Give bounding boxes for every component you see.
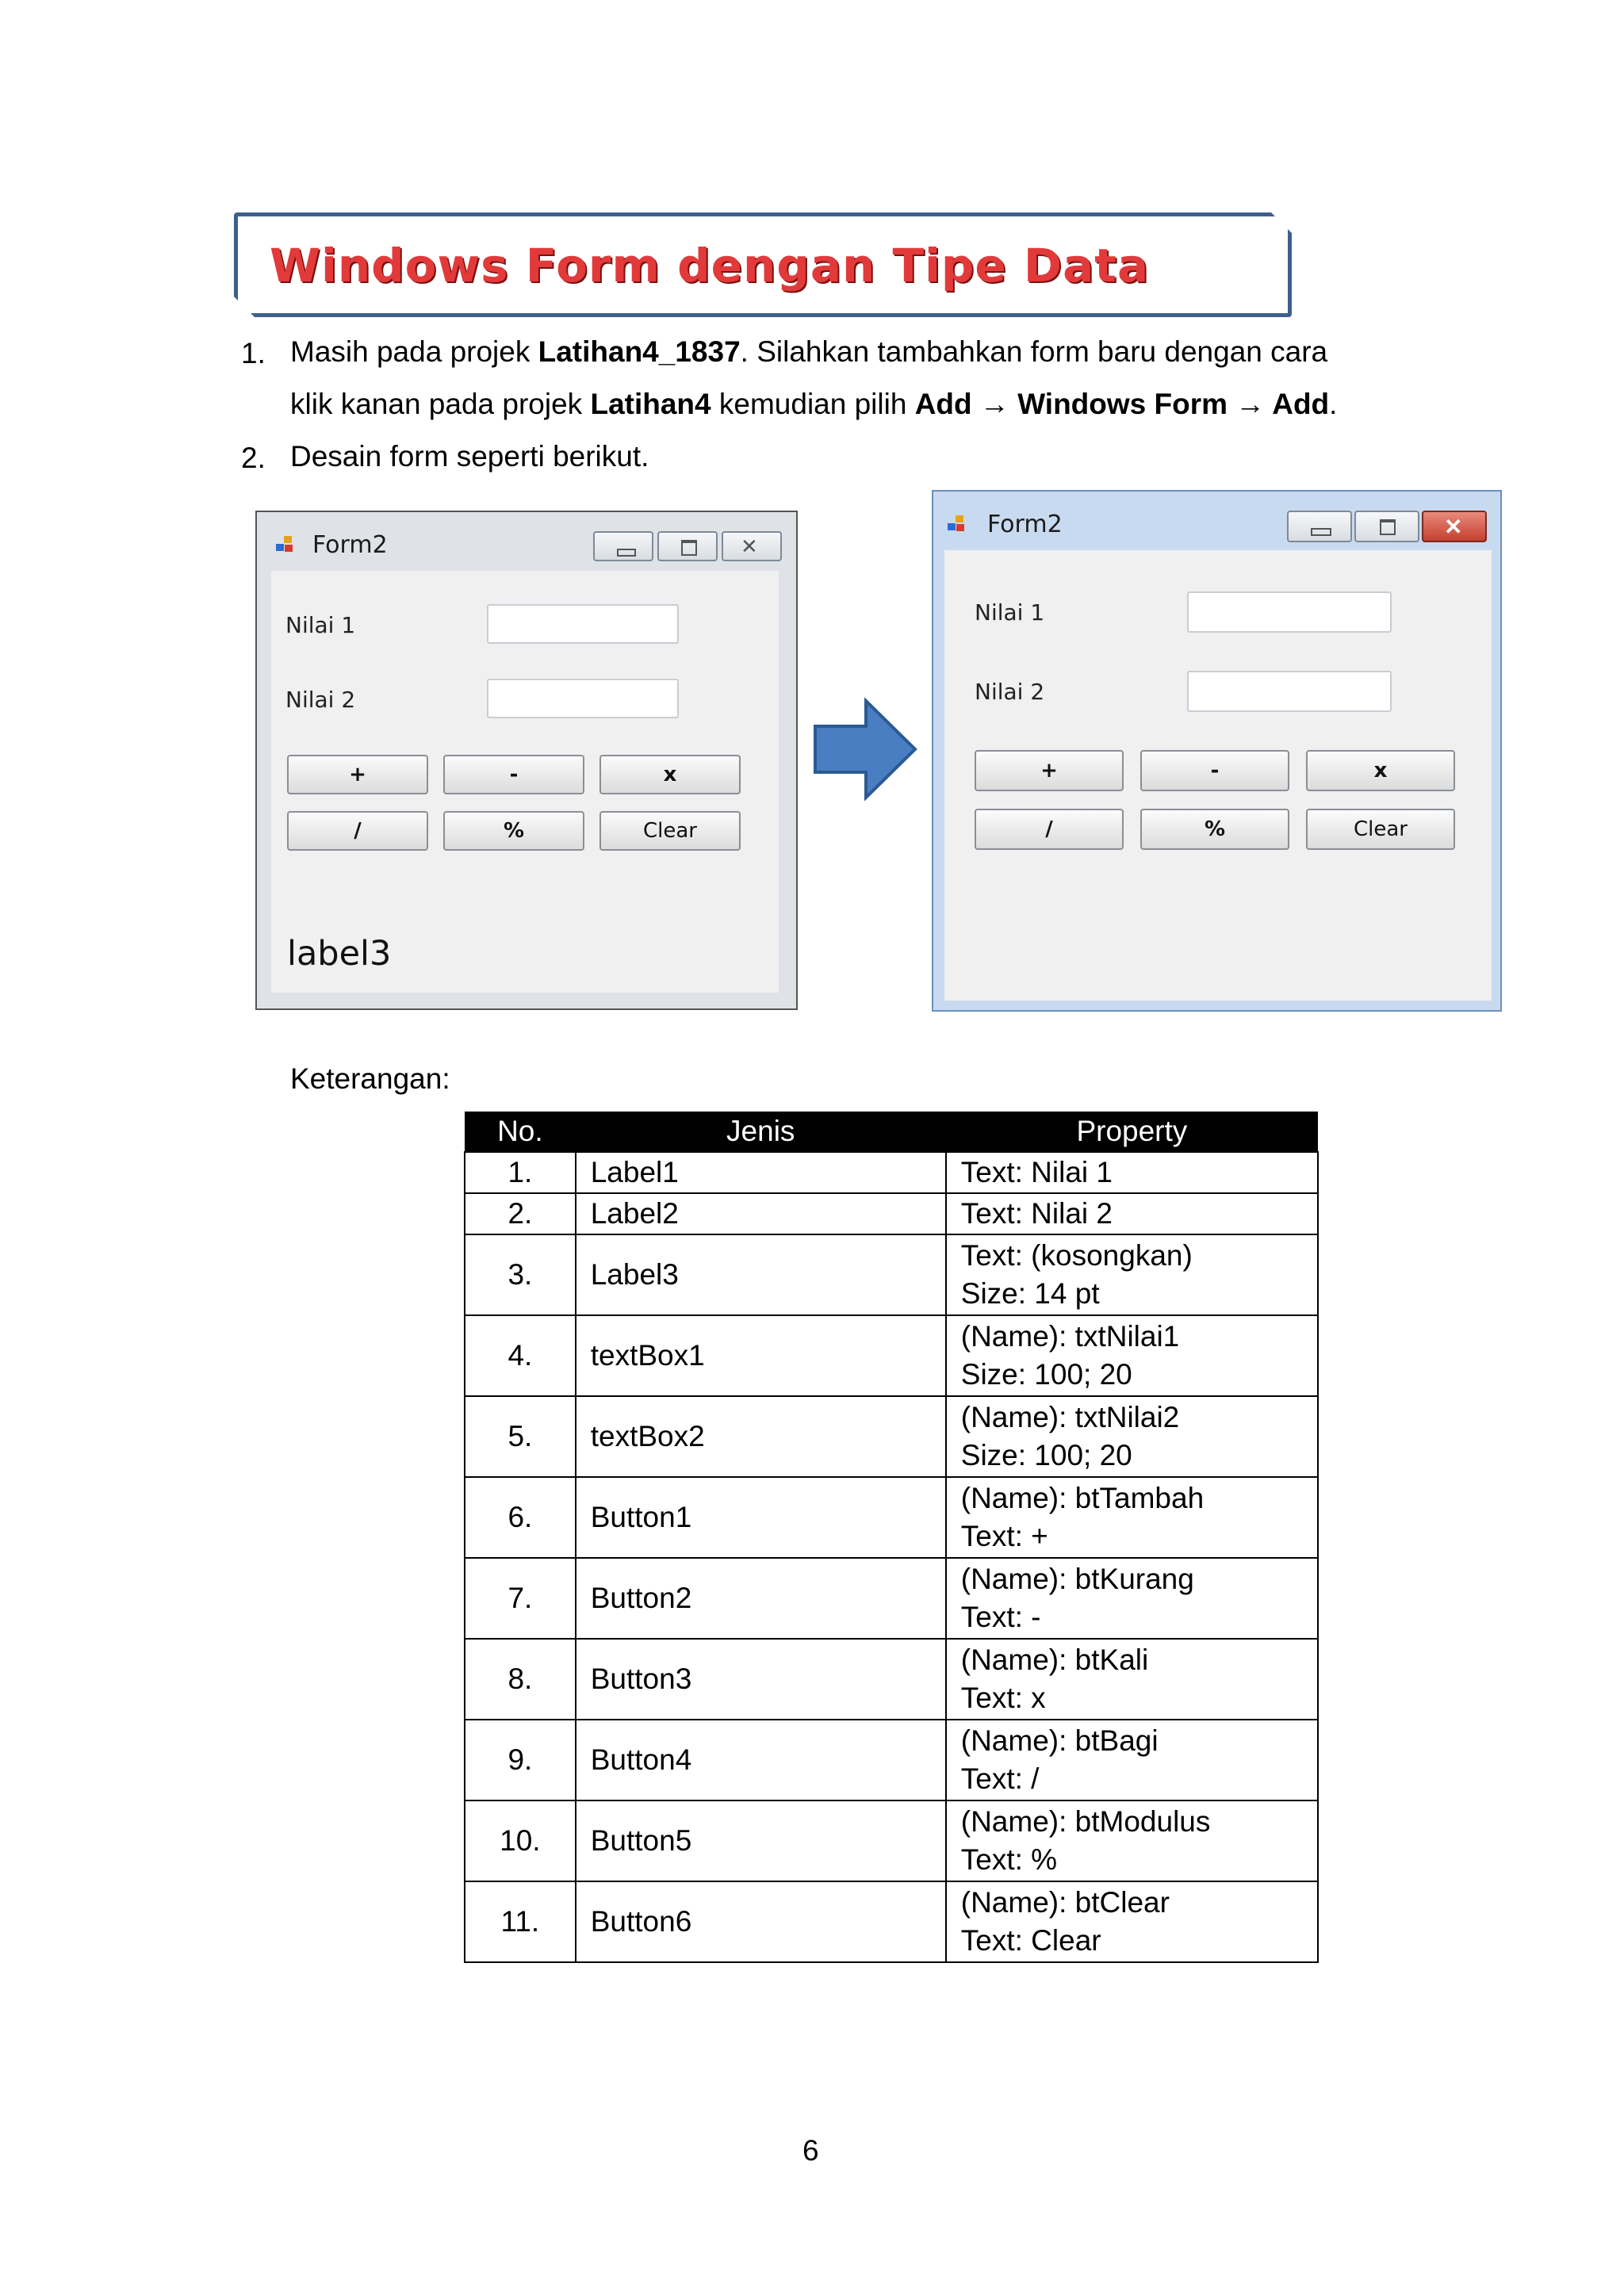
property-line: Text: Nilai 2 bbox=[960, 1197, 1113, 1230]
row-no: 5. bbox=[465, 1396, 576, 1477]
page-number: 6 bbox=[802, 2134, 819, 2167]
row-jenis: textBox2 bbox=[576, 1396, 946, 1477]
table-row bbox=[465, 1477, 1318, 1558]
button-modulus[interactable]: % bbox=[443, 811, 584, 851]
row-no: 3. bbox=[465, 1234, 576, 1315]
row-jenis: Button4 bbox=[576, 1720, 946, 1800]
row-property bbox=[946, 1800, 1318, 1881]
table-row bbox=[465, 1396, 1318, 1477]
row-jenis: Label3 bbox=[576, 1234, 946, 1315]
minimize-button[interactable] bbox=[1287, 511, 1352, 542]
button-clear[interactable]: Clear bbox=[599, 811, 741, 851]
row-jenis: Label1 bbox=[576, 1152, 946, 1193]
table-row bbox=[465, 1881, 1318, 1962]
step-1-project-name: Latihan4_1837 bbox=[538, 335, 741, 368]
button-minus[interactable]: - bbox=[1140, 750, 1289, 791]
property-line: Text: x bbox=[960, 1682, 1046, 1714]
textbox-nilai-1[interactable] bbox=[1187, 591, 1392, 633]
maximize-button[interactable] bbox=[1354, 511, 1419, 542]
property-line: (Name): txtNilai1 bbox=[960, 1320, 1180, 1353]
row-jenis: Button3 bbox=[576, 1639, 946, 1720]
row-no: 10. bbox=[465, 1800, 576, 1881]
row-jenis: Label2 bbox=[576, 1193, 946, 1234]
header-property: Property bbox=[946, 1112, 1318, 1152]
row-jenis: Button5 bbox=[576, 1800, 946, 1881]
property-line: Size: 100; 20 bbox=[960, 1439, 1132, 1471]
row-property bbox=[946, 1720, 1318, 1800]
step-1-project: Latihan4 bbox=[590, 388, 711, 420]
row-property bbox=[946, 1234, 1318, 1315]
close-button[interactable]: ✕ bbox=[1422, 511, 1487, 542]
property-line: (Name): btKali bbox=[960, 1644, 1149, 1676]
step-2-text: Desain form seperti berikut. bbox=[290, 440, 649, 473]
property-line: (Name): txtNilai2 bbox=[960, 1401, 1180, 1433]
textbox-nilai-1[interactable] bbox=[487, 604, 679, 644]
button-multiply[interactable]: x bbox=[599, 755, 741, 794]
button-plus[interactable]: + bbox=[287, 755, 428, 794]
table-row bbox=[465, 1193, 1318, 1234]
form-icon bbox=[276, 536, 295, 553]
row-jenis: Button1 bbox=[576, 1477, 946, 1558]
property-table bbox=[464, 1112, 1319, 1963]
form-after-window bbox=[932, 490, 1502, 1012]
maximize-button[interactable] bbox=[657, 531, 718, 561]
row-property bbox=[946, 1315, 1318, 1396]
property-line: Text: + bbox=[960, 1520, 1048, 1552]
textbox-nilai-2[interactable] bbox=[487, 679, 679, 718]
property-line: (Name): btKurang bbox=[960, 1563, 1194, 1595]
property-line: (Name): btClear bbox=[960, 1886, 1170, 1919]
property-line: Text: % bbox=[960, 1843, 1058, 1876]
property-line: Text: / bbox=[960, 1762, 1040, 1795]
button-minus[interactable]: - bbox=[443, 755, 584, 794]
property-line: (Name): btModulus bbox=[960, 1805, 1211, 1838]
button-modulus[interactable]: % bbox=[1140, 809, 1289, 850]
row-no: 2. bbox=[465, 1193, 576, 1234]
button-divide[interactable]: / bbox=[287, 811, 428, 851]
row-property bbox=[946, 1477, 1318, 1558]
arrow-right-icon bbox=[812, 698, 920, 801]
arrow-right-icon: → bbox=[1228, 388, 1273, 420]
button-multiply[interactable]: x bbox=[1306, 750, 1455, 791]
property-line: Size: 100; 20 bbox=[960, 1358, 1132, 1391]
header-no: No. bbox=[465, 1112, 576, 1152]
row-property bbox=[946, 1396, 1318, 1477]
property-line: Text: Nilai 1 bbox=[960, 1156, 1113, 1188]
step-1-number: 1. bbox=[241, 337, 266, 369]
label-nilai-2: Nilai 2 bbox=[285, 687, 356, 713]
row-no: 11. bbox=[465, 1881, 576, 1962]
step-1-text-a: Masih pada projek bbox=[290, 335, 538, 368]
property-line: Text: Clear bbox=[960, 1924, 1101, 1957]
step-1-text-c: klik kanan pada projek bbox=[290, 388, 591, 420]
step-1-text-d: kemudian pilih bbox=[710, 388, 915, 420]
row-property bbox=[946, 1639, 1318, 1720]
property-line: (Name): btTambah bbox=[960, 1482, 1205, 1514]
form-before-title: Form2 bbox=[312, 531, 388, 559]
row-property bbox=[946, 1558, 1318, 1639]
label3: label3 bbox=[287, 934, 392, 974]
step-1-add-2: Add bbox=[1272, 388, 1330, 420]
minimize-button[interactable] bbox=[593, 531, 653, 561]
textbox-nilai-2[interactable] bbox=[1187, 671, 1392, 712]
button-plus[interactable]: + bbox=[975, 750, 1124, 791]
step-1-line-2 bbox=[290, 389, 1337, 419]
property-line: (Name): btBagi bbox=[960, 1724, 1159, 1757]
form-before-window bbox=[255, 511, 798, 1010]
label-nilai-1: Nilai 1 bbox=[975, 599, 1045, 626]
table-row bbox=[465, 1315, 1318, 1396]
row-no: 4. bbox=[465, 1315, 576, 1396]
row-jenis: Button2 bbox=[576, 1558, 946, 1639]
title-box bbox=[234, 212, 1292, 317]
section-title: Windows Form dengan Tipe Data bbox=[270, 239, 1150, 293]
row-no: 6. bbox=[465, 1477, 576, 1558]
close-button[interactable]: ✕ bbox=[722, 531, 782, 561]
form-after-client bbox=[944, 550, 1492, 1001]
form-icon bbox=[948, 515, 967, 533]
row-property bbox=[946, 1152, 1318, 1193]
step-1-line-1 bbox=[290, 337, 1391, 366]
label-nilai-2: Nilai 2 bbox=[975, 679, 1045, 705]
property-line: Text: (kosongkan) bbox=[960, 1239, 1193, 1272]
row-property bbox=[946, 1881, 1318, 1962]
label-nilai-1: Nilai 1 bbox=[285, 612, 356, 638]
row-no: 7. bbox=[465, 1558, 576, 1639]
row-jenis: textBox1 bbox=[576, 1315, 946, 1396]
property-line: Size: 14 pt bbox=[960, 1277, 1100, 1310]
row-no: 8. bbox=[465, 1639, 576, 1720]
arrow-right-icon: → bbox=[971, 388, 1018, 420]
row-jenis: Button6 bbox=[576, 1881, 946, 1962]
property-line: Text: - bbox=[960, 1601, 1041, 1633]
step-1-windows-form: Windows Form bbox=[1017, 388, 1228, 420]
step-2-number: 2. bbox=[241, 442, 266, 474]
form-before-client bbox=[271, 571, 779, 993]
step-1-text-b: . Silahkan tambahkan form baru dengan cara bbox=[740, 335, 1328, 368]
table-row bbox=[465, 1152, 1318, 1193]
row-no: 1. bbox=[465, 1152, 576, 1193]
button-clear[interactable]: Clear bbox=[1306, 809, 1455, 850]
table-header-row bbox=[465, 1112, 1318, 1152]
table-row bbox=[465, 1558, 1318, 1639]
step-1-period: . bbox=[1329, 388, 1338, 420]
row-no: 9. bbox=[465, 1720, 576, 1800]
table-row bbox=[465, 1639, 1318, 1720]
button-divide[interactable]: / bbox=[975, 809, 1124, 850]
keterangan-label: Keterangan: bbox=[290, 1062, 450, 1095]
table-row bbox=[465, 1234, 1318, 1315]
row-property bbox=[946, 1193, 1318, 1234]
form-after-title: Form2 bbox=[987, 511, 1063, 538]
table-row bbox=[465, 1720, 1318, 1800]
header-jenis: Jenis bbox=[576, 1112, 946, 1152]
table-row bbox=[465, 1800, 1318, 1881]
step-1-add-1: Add bbox=[914, 388, 972, 420]
